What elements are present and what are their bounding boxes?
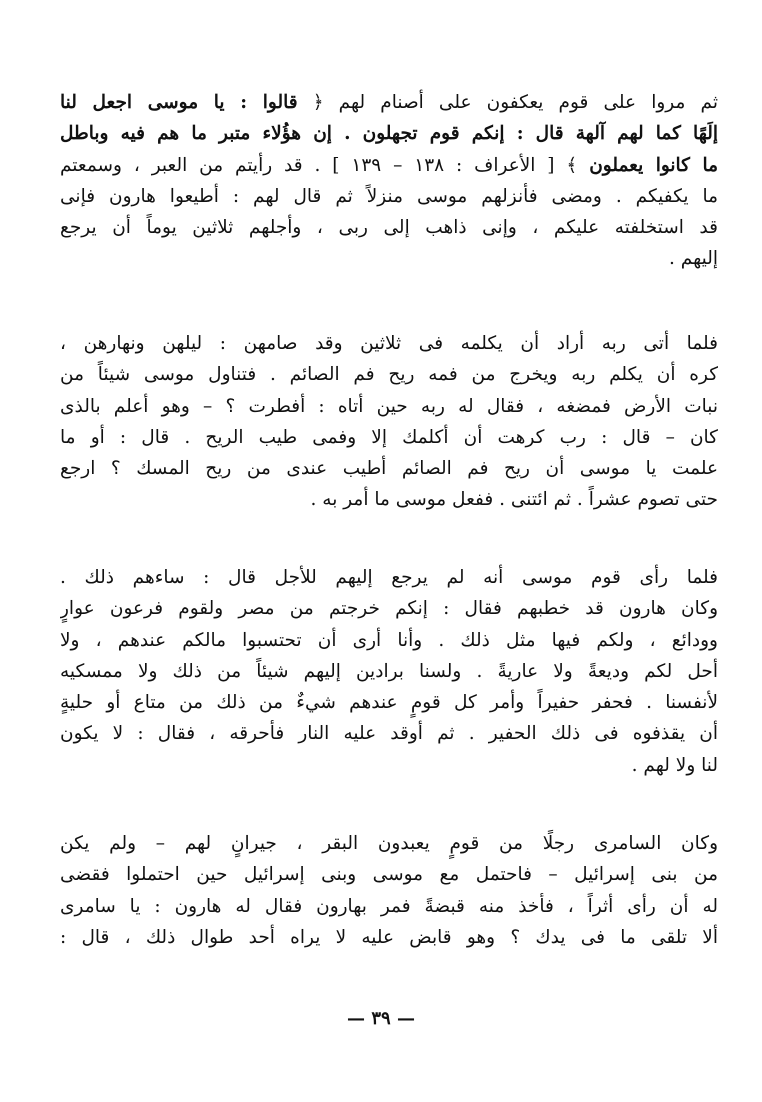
paragraph-4-line-2: من بنى إسرائيل – فاحتمل مع موسى وبنى إسرائيل حين احتملوا فقضى — [60, 864, 718, 886]
paragraph-2-line-2: كره أن يكلم ربه ويخرج من فمه ريح فم الصائم . فتناول موسى شيئاً من — [60, 364, 718, 386]
paragraph-2-line-6: حتى تصوم عشراً . ثم ائتنى . ففعل موسى ما أمر به . — [310, 489, 718, 511]
plain-text: ﴾ [ الأعراف : ١٣٨ – ١٣٩ ] . قد رأيتم من العبر ، وسمعتم — [60, 154, 590, 176]
paragraph-3-line-7: لنا ولا لهم . — [631, 754, 718, 776]
quran-verse-text: إلَهًا كما لهم آلهة قال : إنكم قوم تجهلون . إن هؤُلاء متبر ما هم فيه وباطل — [60, 123, 718, 145]
paragraph-1-line-5: قد استخلفته عليكم ، وإنى ذاهب إلى ربى ، وأجلهم ثلاثين يوماً أن يرجع — [60, 217, 718, 239]
page-number: — ٣٩ — — [347, 1008, 415, 1029]
paragraph-4 — [60, 828, 718, 953]
paragraph-1-line-1 — [60, 87, 718, 118]
paragraph-2-line-5: علمت يا موسى أن ريح فم الصائم أطيب عندى من ريح المسك ؟ ارجع — [60, 458, 718, 480]
paragraph-3 — [60, 562, 718, 781]
paragraph-1 — [60, 87, 718, 275]
quran-verse-text: ما كانوا يعملون — [589, 154, 718, 176]
quran-verse-text: قالوا : يا موسى اجعل لنا — [60, 92, 298, 113]
paragraph-2 — [60, 328, 718, 516]
paragraph-3-line-5: لأنفسنا . فحفر حفيراً وأمر كل قومٍ عندهم شيءٌ من ذلك من متاع أو حليةٍ — [60, 692, 718, 714]
paragraph-3-line-3: وودائع ، ولكم فيها مثل ذلك . وأنا أرى أن تحتسبوا مالكم عندهم ، ولا — [60, 629, 718, 651]
paragraph-1-line-6: إليهم . — [669, 248, 718, 270]
paragraph-1-line-2 — [60, 118, 718, 149]
paragraph-4-line-4: ألا تلقى ما فى يدك ؟ وهو قابض عليه لا يراه أحد طوال ذلك ، قال : — [60, 926, 718, 948]
paragraph-2-line-4: كان – قال : رب كرهت أن أكلمك إلا وفمى طيب الريح . قال : أو ما — [60, 426, 718, 448]
paragraph-4-line-1: وكان السامرى رجلًا من قومٍ يعبدون البقر ، جيرانٍ لهم – ولم يكن — [60, 833, 718, 854]
paragraph-3-line-4: أحل لكم وديعةً ولا عاريةً . ولسنا برادين إليهم شيئاً من ذلك ولا ممسكيه — [60, 660, 718, 682]
paragraph-2-line-1: فلما أتى ربه أراد أن يكلمه فى ثلاثين وقد صامهن : ليلهن ونهارهن ، — [60, 333, 718, 354]
paragraph-1-line-3 — [60, 150, 718, 181]
paragraph-1-line-4: ما يكفيكم . ومضى فأنزلهم موسى منزلاً ثم قال لهم : أطيعوا هارون فإنى — [60, 185, 718, 207]
paragraph-3-line-1: فلما رأى قوم موسى أنه لم يرجع إليهم للأجل قال : ساءهم ذلك . — [60, 567, 718, 588]
paragraph-4-line-3: له أن رأى أثراً ، فأخذ منه قبضةً فمر بهارون فقال له هارون : يا سامرى — [60, 895, 718, 917]
plain-text: ثم مروا على قوم يعكفون على أصنام لهم ﴿ — [297, 92, 718, 113]
paragraph-3-line-6: أن يقذفوه فى ذلك الحفير . ثم أوقد عليه النار فأحرقه ، فقال : لا يكون — [60, 723, 718, 745]
paragraph-3-line-2: وكان هارون قد خطبهم فقال : إنكم خرجتم من مصر ولقوم فرعون عوارٍ — [60, 598, 718, 620]
paragraph-2-line-3: نبات الأرض فمضغه ، فقال له ربه حين أتاه : أفطرت ؟ – وهو أعلم بالذى — [60, 395, 718, 417]
